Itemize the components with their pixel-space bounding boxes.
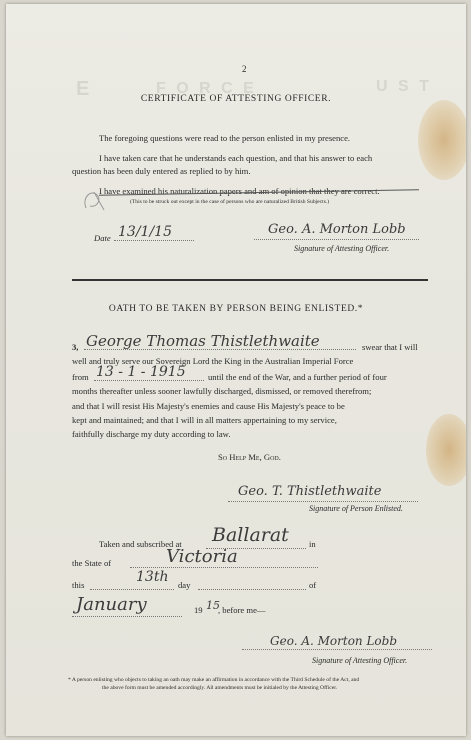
day-of-underline xyxy=(198,589,306,590)
officer-signature-2: Geo. A. Morton Lobb xyxy=(270,634,398,648)
stain-mid-right xyxy=(426,414,466,486)
section-divider xyxy=(72,279,428,281)
officer-signature-1: Geo. A. Morton Lobb xyxy=(268,222,406,237)
person-signature-underline xyxy=(228,501,418,502)
officer-signature-1-underline xyxy=(254,239,419,240)
date-value: 13/1/15 xyxy=(118,224,172,240)
person-signature-label: Signature of Person Enlisted. xyxy=(309,504,403,513)
day-label: day xyxy=(178,580,191,590)
footnote-line-2: the above form must be amended accordingly. All amendments must be initialed by the Attesting Officer. xyxy=(102,685,338,691)
enlistee-name: George Thomas Thistlethwaite xyxy=(86,332,320,350)
before-me-label: , before me— xyxy=(218,605,266,615)
state-underline xyxy=(130,567,318,568)
date-underline xyxy=(114,240,194,241)
oath-swear: swear that I will xyxy=(362,342,418,352)
month-underline xyxy=(72,616,182,617)
oath-from-date: 13 - 1 - 1915 xyxy=(96,364,186,380)
taken-subscribed-label: Taken and subscribed at xyxy=(99,539,182,549)
oath-number: 3, xyxy=(72,342,79,352)
place-value: Ballarat xyxy=(212,524,289,546)
page-number: 2 xyxy=(242,64,247,74)
so-help-me-god: So Help Me, God. xyxy=(218,452,281,462)
day-underline xyxy=(90,589,174,590)
certificate-line-2a: I have taken care that he understands each question, and that his answer to each xyxy=(99,153,373,163)
pencil-mark xyxy=(80,186,110,214)
day-value: 13th xyxy=(136,569,169,585)
certificate-line-3: I have examined his naturalization papers and am of opinion that they are correct. xyxy=(99,186,380,196)
person-signature: Geo. T. Thistlethwaite xyxy=(238,484,382,499)
certificate-line-2b: question has been duly entered as replied to by him. xyxy=(72,166,251,176)
in-label: in xyxy=(309,539,316,549)
month-value: January xyxy=(76,594,147,615)
of-label: of xyxy=(309,580,317,590)
state-value: Victoria xyxy=(166,546,238,567)
oath-from-label: from xyxy=(72,372,89,382)
this-label: this xyxy=(72,580,85,590)
stain-top-right xyxy=(418,100,466,180)
oath-line-3: until the end of the War, and a further period of four xyxy=(208,372,387,382)
show-through-text: U S T xyxy=(376,78,432,95)
footnote-line-1: * A person enlisting who objects to taking an oath may make an affirmation in accordance with the Third Schedule of the Act, and xyxy=(68,677,360,683)
oath-from-date-underline xyxy=(94,380,204,381)
date-label: Date xyxy=(94,233,111,243)
oath-line-2: well and truly serve our Sovereign Lord the King in the Australian Imperial Force xyxy=(72,356,354,366)
year-value: 15 xyxy=(206,599,220,612)
oath-line-7: faithfully discharge my duty according to law. xyxy=(72,429,231,439)
oath-line-6: kept and maintained; and that I will in all matters appertaining to my service, xyxy=(72,415,337,425)
certificate-heading: CERTIFICATE OF ATTESTING OFFICER. xyxy=(140,94,332,104)
oath-heading: OATH TO BE TAKEN BY PERSON BEING ENLISTED.* xyxy=(108,304,364,314)
state-label: the State of xyxy=(72,558,112,568)
oath-line-4: months thereafter unless sooner lawfully discharged, dismissed, or removed therefrom; xyxy=(72,386,372,396)
attestation-page xyxy=(6,4,466,736)
naturalization-note: (This to be struck out except in the case of persons who are naturalized British Subjects.) xyxy=(130,199,330,205)
officer-signature-2-label: Signature of Attesting Officer. xyxy=(312,656,408,665)
show-through-text: E xyxy=(76,78,93,100)
year-prefix: 19 xyxy=(194,605,203,615)
officer-signature-2-underline xyxy=(242,649,432,650)
officer-signature-1-label: Signature of Attesting Officer. xyxy=(294,244,390,253)
oath-line-5: and that I will resist His Majesty's enemies and cause His Majesty's peace to be xyxy=(72,401,345,411)
certificate-line-1: The foregoing questions were read to the person enlisted in my presence. xyxy=(99,133,351,143)
enlistee-name-underline xyxy=(84,349,356,350)
show-through-text: F O R C E xyxy=(156,80,257,97)
